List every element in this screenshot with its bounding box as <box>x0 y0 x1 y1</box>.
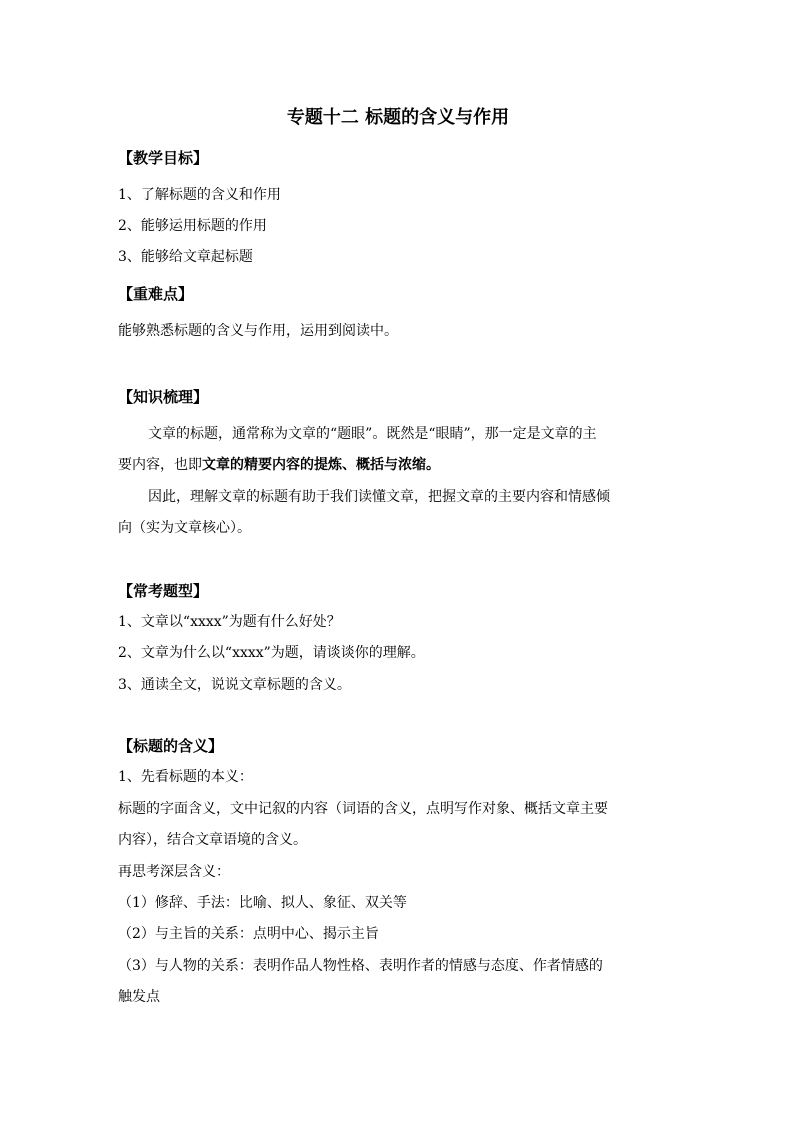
meaning-line-1: 1、先看标题的本义： <box>118 769 253 785</box>
document-title: 专题十二 标题的含义与作用 <box>286 107 510 128</box>
difficulty-text: 能够熟悉标题的含义与作用，运用到阅读中。 <box>118 323 398 339</box>
meaning-item-1: （1）修辞、手法：比喻、拟人、象征、双关等 <box>118 895 407 911</box>
meaning-item-2: （2）与主旨的关系：点明中心、揭示主旨 <box>118 926 379 942</box>
knowledge-paragraph-1-line-1: 文章的标题，通常称为文章的“题眼”。既然是“眼睛”，那一定是文章的主 <box>148 426 597 442</box>
meaning-item-3-line-1: （3）与人物的关系：表明作品人物性格、表明作者的情感与态度、作者情感的 <box>118 958 603 974</box>
knowledge-paragraph-2-line-1: 因此，理解文章的标题有助于我们读懂文章，把握文章的主要内容和情感倾 <box>148 489 610 505</box>
meaning-item-3-line-2: 触发点 <box>118 989 160 1005</box>
goal-item-3: 3、能够给文章起标题 <box>118 249 253 265</box>
meaning-line-3: 内容），结合文章语境的含义。 <box>118 832 307 848</box>
section-heading-meaning: 【标题的含义】 <box>118 737 224 755</box>
knowledge-paragraph-1-line-2 <box>118 453 678 477</box>
meaning-line-4: 再思考深层含义： <box>118 864 230 880</box>
knowledge-paragraph-2-line-2: 向（实为文章核心）。 <box>118 520 251 536</box>
question-type-1: 1、文章以“xxxx”为题有什么好处？ <box>118 614 341 630</box>
knowledge-plain-text: 要内容，也即 <box>118 457 202 473</box>
knowledge-bold-text: 文章的精要内容的提炼、概括与浓缩。 <box>202 457 440 473</box>
section-heading-question-types: 【常考题型】 <box>118 582 209 600</box>
question-type-2: 2、文章为什么以“xxxx”为题，请谈谈你的理解。 <box>118 645 425 661</box>
section-heading-goals: 【教学目标】 <box>118 149 209 167</box>
section-heading-knowledge: 【知识梳理】 <box>118 388 209 406</box>
goal-item-1: 1、了解标题的含义和作用 <box>118 187 281 203</box>
section-heading-difficulty: 【重难点】 <box>118 285 194 303</box>
goal-item-2: 2、能够运用标题的作用 <box>118 218 267 234</box>
question-type-3: 3、通读全文，说说文章标题的含义。 <box>118 677 351 693</box>
meaning-line-2: 标题的字面含义，文中记叙的内容（词语的含义，点明写作对象、概括文章主要 <box>118 801 608 817</box>
